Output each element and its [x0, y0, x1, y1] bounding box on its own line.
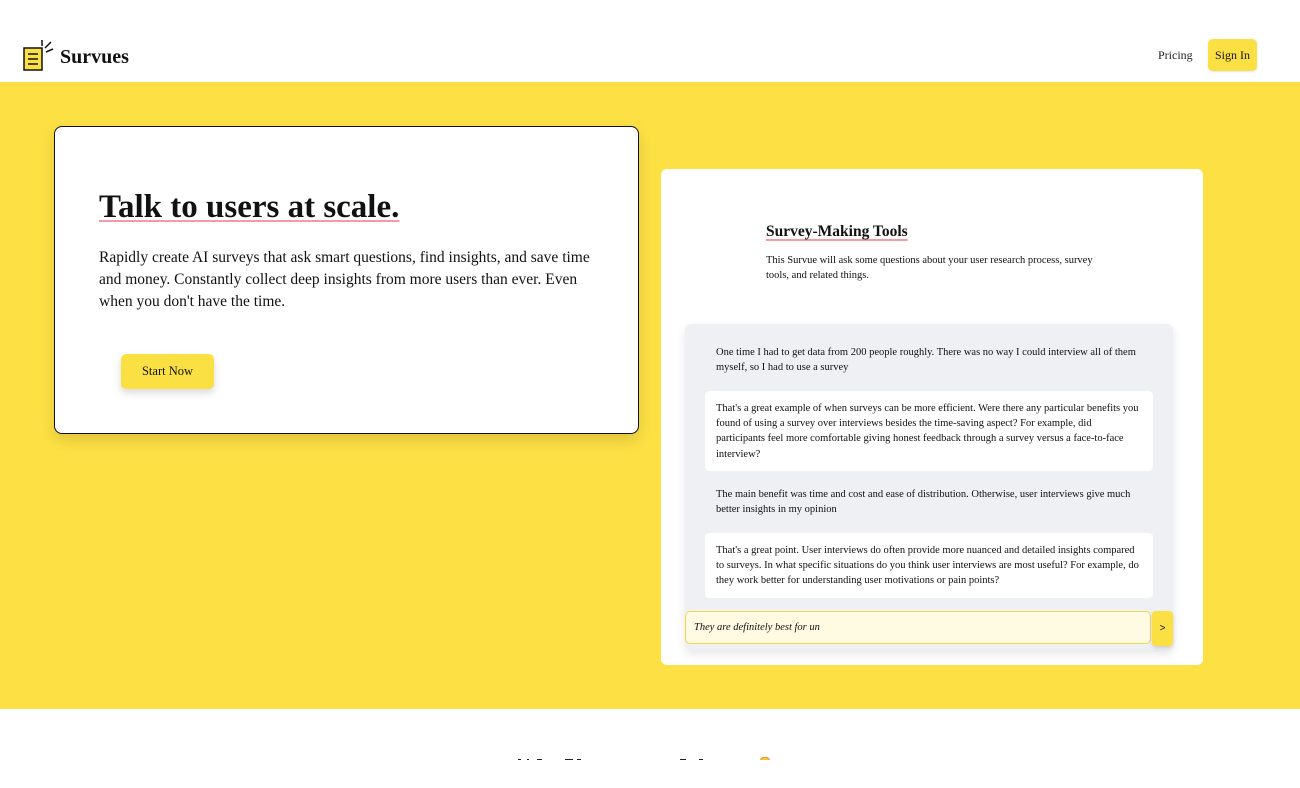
chat-message-user: One time I had to get data from 200 people roughly. There was no way I could interview all of them myself, so I had to use a survey: [716, 347, 1136, 374]
notepad-logo-icon: [22, 38, 56, 72]
hero-card: [54, 126, 639, 434]
send-button[interactable]: >: [1152, 611, 1173, 646]
chat-input[interactable]: [685, 611, 1151, 644]
next-section-heading-fragment: [515, 750, 755, 760]
chat-message-ai: That's a great point. User interviews do often provide more nuanced and detailed insights compared to surveys. In what specific situations do you think user interviews are most useful? For example, do they work better for understanding user motivations or pain points?: [705, 533, 1153, 598]
hero-section: [0, 82, 1300, 709]
survey-title: Survey-Making Tools: [766, 223, 908, 240]
logo[interactable]: [22, 38, 129, 72]
survey-description: This Survue will ask some questions about your user research process, survey tools, and related things.: [766, 255, 1093, 281]
cropped-heading-glyphs: [515, 753, 755, 760]
sign-in-button[interactable]: Sign In: [1208, 39, 1257, 71]
brand-name: Survues: [60, 45, 129, 68]
hero-title: Talk to users at scale.: [99, 189, 400, 225]
chat-window: [685, 324, 1173, 650]
survey-demo-panel: [661, 169, 1203, 665]
partial-emoji-icon: [757, 752, 773, 760]
pricing-link[interactable]: Pricing: [1158, 48, 1193, 62]
start-now-button[interactable]: Start Now: [121, 354, 214, 389]
chat-message-user: The main benefit was time and cost and ease of distribution. Otherwise, user interviews give much better insights in my opinion: [716, 489, 1131, 516]
top-header: [0, 0, 1300, 82]
hero-description: Rapidly create AI surveys that ask smart questions, find insights, and save time and money. Constantly collect deep insights from more users than ever. Even when you don't have the time.: [99, 249, 590, 310]
chat-message-ai: That's a great example of when surveys can be more efficient. Were there any particular benefits you found of using a survey over interviews besides the time-saving aspect? For example, did participants feel more comfortable giving honest feedback through a survey versus a face-to-face interview?: [705, 391, 1153, 471]
